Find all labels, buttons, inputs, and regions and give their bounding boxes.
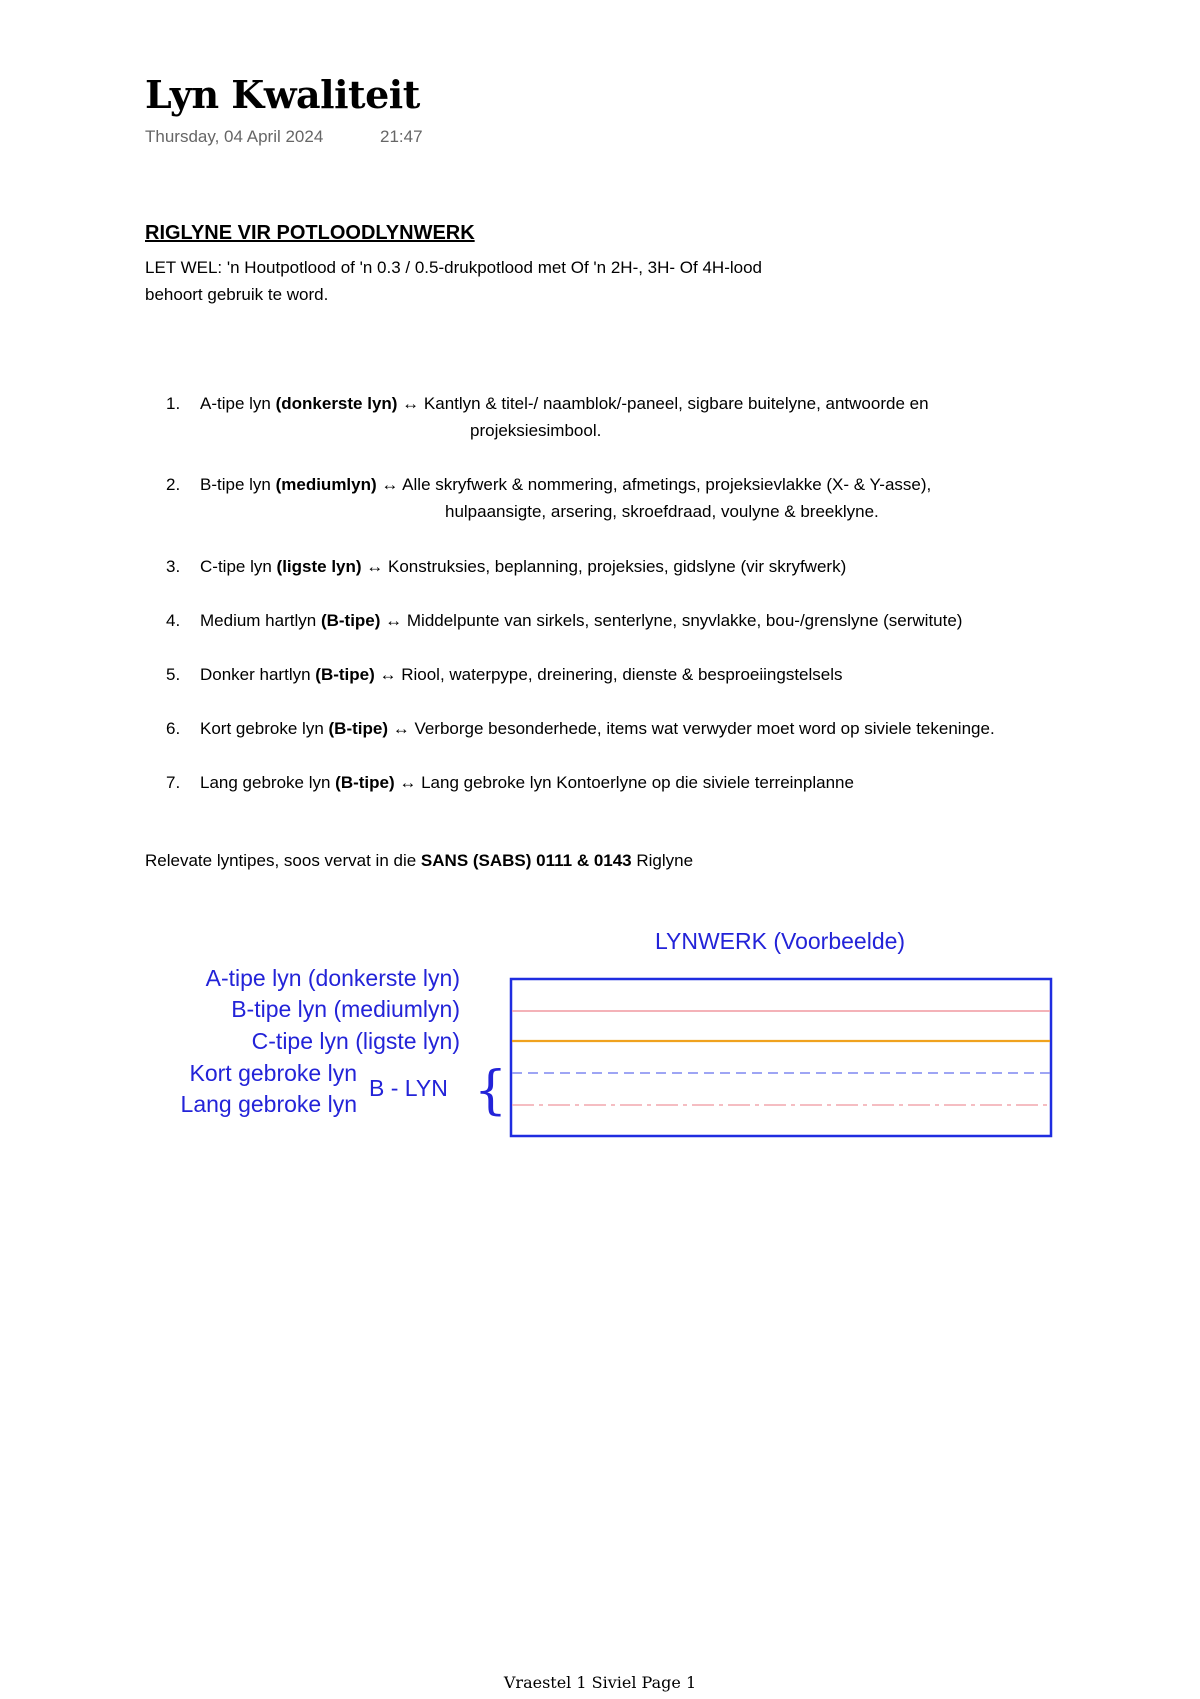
page-time: 21:47	[380, 127, 423, 146]
brace-icon: {	[474, 1061, 508, 1121]
label-short-dash: Kort gebroke lyn	[189, 1060, 357, 1086]
section-heading: RIGLYNE VIR POTLOODLYNWERK	[145, 222, 475, 244]
figure-title: LYNWERK (Voorbeelde)	[654, 928, 906, 954]
page-footer: Vraestel 1 Siviel Page 1	[503, 1673, 697, 1692]
label-a-line: A-tipe lyn (donkerste lyn)	[205, 965, 460, 991]
label-b-line: B-tipe lyn (mediumlyn)	[231, 996, 460, 1022]
example-frame	[511, 979, 1051, 1136]
page-date: Thursday, 04 April 2024	[145, 127, 324, 146]
note-line-1: LET WEL: 'n Houtpotlood of 'n 0.3 / 0.5-drukpotlood met Of 'n 2H-, 3H- Of 4H-lood	[145, 258, 763, 277]
label-c-line: C-tipe lyn (ligste lyn)	[251, 1028, 460, 1054]
relevant-standards-note: Relevate lyntipes, soos vervat in die SANS (SABS) 0111 & 0143 Riglyne	[145, 851, 694, 870]
page-title: Lyn Kwaliteit	[145, 72, 420, 117]
brace-label: B - LYN	[369, 1075, 448, 1101]
note-line-2: behoort gebruik te word.	[145, 285, 329, 304]
label-long-dash: Lang gebroke lyn	[180, 1091, 357, 1117]
